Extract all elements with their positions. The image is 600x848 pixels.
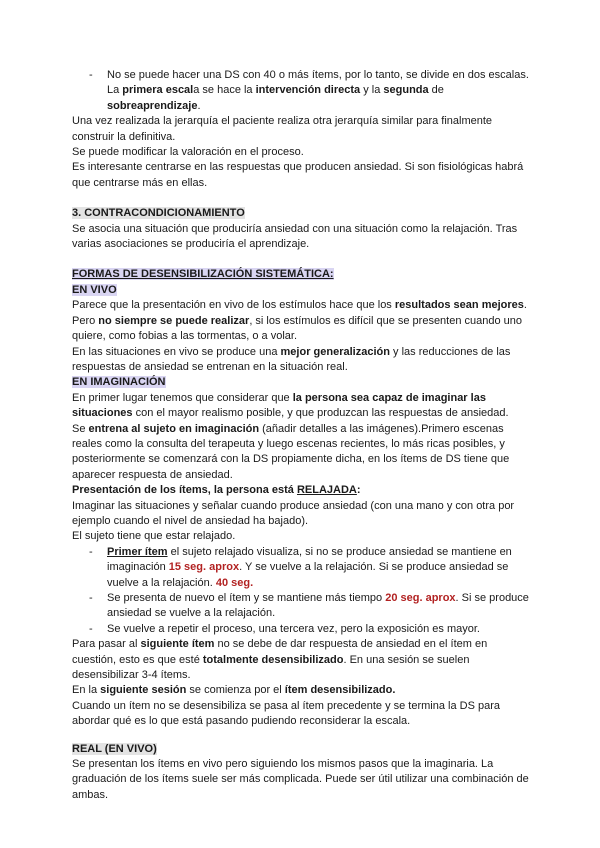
paragraph: Parece que la presentación en vivo de los estímulos hace que los resultados sean mejores. Pero no siempre se puede realizar, si los estímulos es difícil que se presenten cuando uno quiere, como fobias a las tormentas, o a volar.	[72, 299, 527, 343]
paragraph: Se presentan los ítems en vivo pero siguiendo los mismos pasos que la imaginaria. La graduación de los ítems suele ser más complicada. Puede ser útil utilizar una combinación de ambas.	[72, 758, 529, 801]
paragraph: Para pasar al siguiente ítem no se debe de dar respuesta de ansiedad en el ítem en cuestión, esto es que esté totalmente desensibilizado. En una sesión se suelen desensibilizar 3-4 ítems.	[72, 638, 488, 682]
paragraph: Imaginar las situaciones y señalar cuando produce ansiedad (con una mano y con otra por ejemplo cuando el nivel de ansiedad ha bajado).	[72, 499, 515, 527]
list-item: - Primer ítem el sujeto relajado visualiza, si no se produce ansiedad se mantiene en imaginación 15 seg. aprox. Y se vuelve a la relajación. Si se produce ansiedad se vuelve a la relajación. 40 seg.	[89, 545, 512, 589]
paragraph: Una vez realizada la jerarquía el paciente realiza otra jerarquía similar para finalmente construir la definitiva.	[72, 115, 493, 143]
document-page	[72, 68, 532, 803]
paragraph: Se puede modificar la valoración en el proceso.	[72, 146, 304, 159]
paragraph: En la siguiente sesión se comienza por el ítem desensibilizado.	[72, 684, 396, 697]
paragraph: Es interesante centrarse en las respuestas que producen ansiedad. Si son fisiológicas habrá que centrarse más en ellas.	[72, 161, 524, 189]
presentation-heading: Presentación de los ítems, la persona está RELAJADA:	[72, 484, 361, 497]
paragraph: En primer lugar tenemos que considerar que la persona sea capaz de imaginar las situaciones con el mayor realismo posible, y que produzcan las respuestas de ansiedad.	[72, 391, 509, 420]
section-heading-real: REAL (EN VIVO)	[72, 742, 157, 755]
paragraph: Se asocia una situación que produciría ansiedad con una situación como la relajación. Tras varias asociaciones se produciría el aprendizaje.	[72, 222, 518, 251]
section-heading-contra: 3. CONTRACONDICIONAMIENTO	[72, 207, 245, 220]
subheading-en-vivo: EN VIVO	[72, 283, 117, 296]
list-item: - Se presenta de nuevo el ítem y se mantiene más tiempo 20 seg. aprox. Si se produce ansiedad se vuelve a la relajación.	[89, 592, 529, 620]
list-item: - Se vuelve a repetir el proceso, una tercera vez, pero la exposición es mayor.	[89, 622, 480, 635]
list-item: - No se puede hacer una DS con 40 o más ítems, por lo tanto, se divide en dos escalas. La primera escala se hace la intervención directa y la segunda de sobreaprendizaje.	[89, 69, 529, 112]
subheading-en-imaginacion: EN IMAGINACIÓN	[72, 376, 166, 389]
paragraph: Cuando un ítem no se desensibiliza se pasa al ítem precedente y se termina la DS para abordar qué es lo que está pasando pudiendo reconsiderar la escala.	[72, 699, 501, 728]
paragraph: El sujeto tiene que estar relajado.	[72, 530, 236, 543]
paragraph: Se entrena al sujeto en imaginación (añadir detalles a las imágenes).Primero escenas reales como la consulta del terapeuta y luego escenas recientes, lo más ricas posibles, y posteriormente se comenzará con la DS propiamente dicha, en los ítems de DS tiene que aparecer respuesta de ansiedad.	[72, 422, 510, 481]
paragraph: En las situaciones en vivo se produce una mejor generalización y las reducciones de las respuestas de ansiedad se entrenan en la situación real.	[72, 345, 511, 373]
section-heading-formas: FORMAS DE DESENSIBILIZACIÓN SISTEMÁTICA:	[72, 268, 334, 281]
